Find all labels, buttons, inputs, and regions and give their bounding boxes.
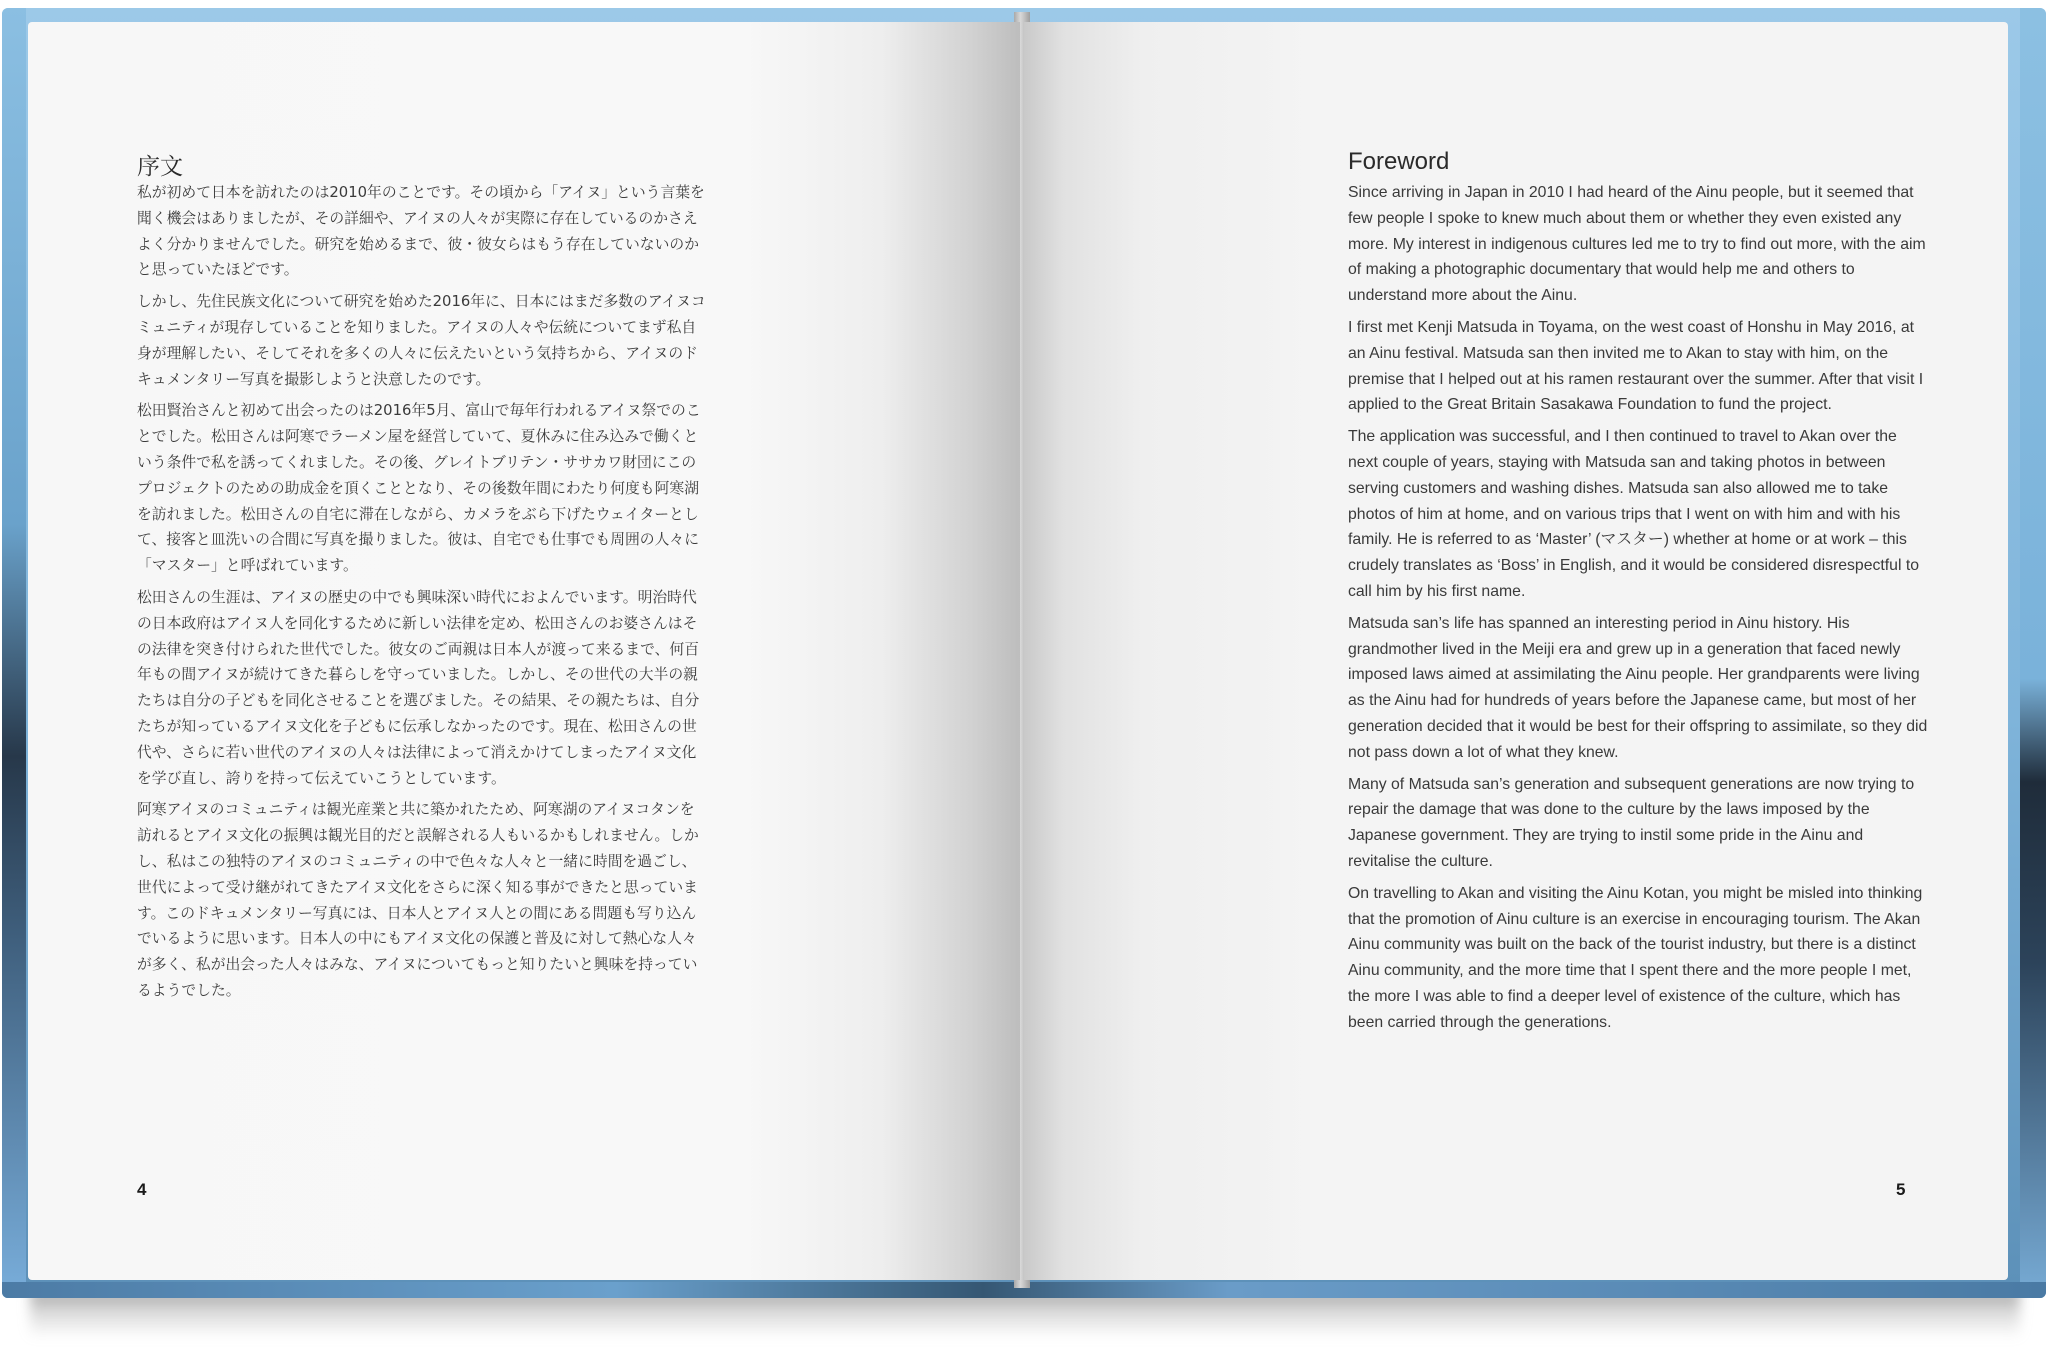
page-title-english: Foreword bbox=[1348, 148, 1450, 175]
paragraph: Since arriving in Japan in 2010 I had heard of the Ainu people, but it seemed that few people I spoke to knew much about them or whether they even existed any more. My interest in indigenous cultures led me to try to find out more, with the aim of making a photographic documentary that would help me and others to understand more about the Ainu. bbox=[1348, 184, 1926, 305]
page-number-right: 5 bbox=[1896, 1180, 1906, 1199]
cover-edge-left bbox=[2, 8, 26, 1298]
paragraph: Matsuda san’s life has spanned an interesting period in Ainu history. His grandmother lived in the Meiji era and grew up in a generation that faced newly imposed laws aimed at assimilating the Ainu people. Her grandparents were living as the Ainu had for hundreds of years before the Japanese came, but most of her generation decided that it would be best for their offspring to assimilate, so they did not pass down a lot of what they knew. bbox=[1348, 614, 1928, 761]
paragraph: 松田さんの生涯は、アイヌの歴史の中でも興味深い時代におよんでいます。明治時代の日本政府はアイヌ人を同化するために新しい法律を定め、松田さんのお婆さんはその法律を突き付けられた世代でした。彼女のご両親は日本人が渡って来るまで、何百年もの間アイヌが続けてきた暮らしを守っていました。しかし、その世代の大半の親たちは自分の子どもを同化させることを選びました。その結果、その親たちは、自分たちが知っているアイヌ文化を子どもに伝承しなかったのです。現在、松田さんの世代や、さらに若い世代のアイヌの人々は法律によって消えかけてしまったアイヌ文化を学び直し、誇りを持って伝えていこうとしています。 bbox=[137, 588, 700, 787]
paragraph: I first met Kenji Matsuda in Toyama, on the west coast of Honshu in May 2016, at an Ainu festival. Matsuda san then invited me to Akan to stay with him, on the premise that I helped out at his ramen restaurant over the summer. After that visit I applied to the Great Britain Sasakawa Foundation to fund the project. bbox=[1348, 318, 1924, 414]
paragraph: Many of Matsuda san’s generation and subsequent generations are now trying to repair the damage that was done to the culture by the laws imposed by the Japanese government. They are trying to instil some pride in the Ainu and revitalise the culture. bbox=[1348, 775, 1915, 870]
page-title-japanese: 序文 bbox=[137, 154, 183, 180]
paragraph: The application was successful, and I then continued to travel to Akan over the next couple of years, staying with Matsuda san and taking photos in between serving customers and washing dishes. Matsuda san also allowed me to take photos of him at home, and on various trips that I went on with him and with his family. He is referred to as ‘Master’ (マスター) whether at home or at work – this crudely translates as ‘Boss’ in English, and it would be considered disrespectful to call him by his first name. bbox=[1348, 428, 1920, 600]
paragraph: しかし、先住民族文化について研究を始めた2016年に、日本にはまだ多数のアイヌコミュニティが現存していることを知りました。アイヌの人々や伝統についてまず私自身が理解したい、そしてそれを多くの人々に伝えたいという気持ちから、アイヌのドキュメンタリー写真を撮影しようと決意したのです。 bbox=[137, 293, 706, 388]
paragraph: 私が初めて日本を訪れたのは2010年のことです。その頃から「アイヌ」という言葉を聞く機会はありましたが、その詳細や、アイヌの人々が実際に存在しているのかさえよく分かりませんでした。研究を始めるまで、彼・彼女らはもう存在していないのかと思っていたほどです。 bbox=[137, 184, 705, 279]
left-page bbox=[28, 22, 1020, 1280]
cover-edge-right bbox=[2020, 8, 2046, 1298]
paragraph: On travelling to Akan and visiting the Ainu Kotan, you might be misled into thinking that the promotion of Ainu culture is an exercise in encouraging tourism. The Akan Ainu community was built on the back of the tourist industry, but there is a distinct Ainu community, and the more time that I spent there and the more people I met, the more I was able to find a deeper level of existence of the culture, which has been carried through the generations. bbox=[1348, 884, 1923, 1031]
right-page bbox=[1024, 22, 2008, 1280]
paragraph: 松田賢治さんと初めて出会ったのは2016年5月、富山で毎年行われるアイヌ祭でのことでした。松田さんは阿寒でラーメン屋を経営していて、夏休みに住み込みで働くという条件で私を誘ってくれました。その後、グレイトブリテン・ササカワ財団にこのプロジェクトのための助成金を頂くこととなり、その後数年間にわたり何度も阿寒湖を訪れました。松田さんの自宅に滞在しながら、カメラをぶら下げたウェイターとして、接客と皿洗いの合間に写真を撮りました。彼は、自宅でも仕事でも周囲の人々に「マスター」と呼ばれています。 bbox=[137, 402, 701, 575]
body-text-japanese bbox=[137, 180, 707, 1010]
paragraph: 阿寒アイヌのコミュニティは観光産業と共に築かれたため、阿寒湖のアイヌコタンを訪れるとアイヌ文化の振興は観光目的だと誤解される人もいるかもしれません。しかし、私はこの独特のアイヌのコミュニティの中で色々な人々と一緒に時間を過ごし、世代によって受け継がれてきたアイヌ文化をさらに深く知る事ができたと思っています。このドキュメンタリー写真には、日本人とアイヌ人との間にある問題も写り込んでいるように思います。日本人の中にもアイヌ文化の保護と普及に対して熱心な人々が多く、私が出会った人々はみな、アイヌについてもっと知りたいと興味を持っているようでした。 bbox=[137, 801, 699, 999]
page-number-left: 4 bbox=[137, 1180, 147, 1199]
body-text-english bbox=[1348, 180, 1928, 1042]
